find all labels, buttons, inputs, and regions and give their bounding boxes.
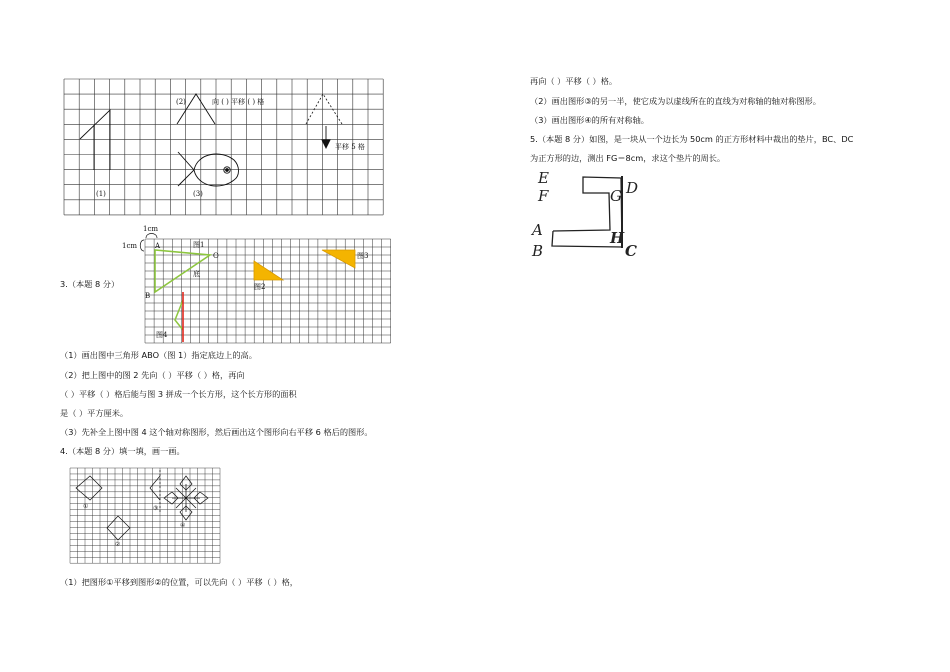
point-e: E	[538, 169, 549, 187]
point-o: O	[213, 252, 219, 260]
circle3-label: ③	[153, 505, 159, 512]
point-c: C	[625, 242, 637, 260]
tu3-label: 图3	[357, 252, 369, 260]
point-g: G	[610, 187, 622, 205]
tu2-label: 图2	[254, 283, 266, 291]
label-1: (1)	[96, 190, 106, 198]
unit-left-label: 1cm	[122, 242, 138, 250]
q5-line2: 为正方形的边，测出 FG＝8cm，求这个垫片的周长。	[530, 153, 726, 163]
point-a: A	[155, 242, 161, 250]
q3-line3: （ ）平移（ ）格后能与图 3 拼成一个长方形，这个长方形的面积	[60, 389, 297, 399]
tu4-label: 图4	[156, 331, 168, 339]
point-a5: A	[532, 221, 543, 239]
q3-line5: （3）先补全上图中图 4 这个轴对称图形，然后画出这个图形向右平移 6 格后的图形。	[60, 427, 373, 437]
base-label: 底	[193, 270, 200, 278]
label-3: (3)	[193, 190, 203, 198]
down-translate-label: 平移 5 格	[335, 143, 365, 151]
point-f: F	[538, 187, 549, 205]
unit-top-label: 1cm	[143, 225, 159, 233]
tu1-label: 图1	[193, 241, 205, 249]
point-b: B	[145, 292, 151, 300]
q3-line4: 是（ ）平方厘米。	[60, 408, 129, 418]
point-h: H	[610, 229, 625, 247]
right-line3: （3）画出图形④的所有对称轴。	[530, 115, 649, 125]
q4-heading: 4.（本题 8 分）填一填，画一画。	[60, 446, 185, 456]
label-2: (2)	[176, 98, 186, 106]
translate-prompt: 向 ( ) 平移 ( ) 格	[212, 98, 265, 106]
right-line2: （2）画出图形③的另一半，使它成为以虚线所在的直线为对称轴的轴对称图形。	[530, 96, 821, 106]
circle4-label: ④	[180, 522, 186, 529]
q5-line1: 5.（本题 8 分）如图，是一块从一个边长为 50cm 的正方形材料中裁出的垫片，BC、DC	[530, 134, 854, 144]
q3-line1: （1）画出图中三角形 ABO（图 1）指定底边上的高。	[60, 350, 257, 360]
point-b5: B	[532, 242, 544, 260]
q4-line1: （1）把图形①平移到图形②的位置，可以先向（ ）平移（ ）格，	[60, 577, 298, 587]
q3-line2: （2）把上图中的图 2 先向（ ）平移（ ）格，再向	[60, 370, 245, 380]
circle1-label: ①	[83, 503, 89, 510]
right-line1: 再向（ ）平移（ ）格。	[530, 76, 618, 86]
point-d: D	[626, 179, 639, 197]
circle2-label: ②	[115, 541, 121, 548]
q3-heading: 3.（本题 8 分）	[60, 279, 120, 289]
